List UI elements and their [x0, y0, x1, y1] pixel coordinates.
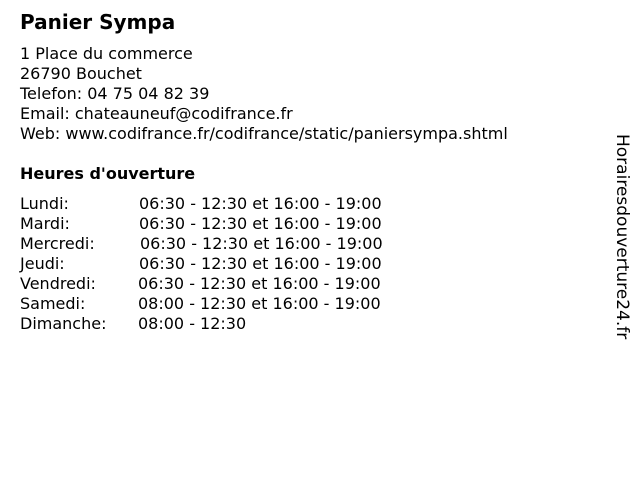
time-range: 06:30 - 12:30 et 16:00 - 19:00 — [139, 194, 382, 213]
contact-details — [20, 44, 508, 144]
day-label: Jeudi: — [20, 254, 65, 273]
day-label: Vendredi: — [20, 274, 96, 293]
business-name: Panier Sympa — [20, 10, 176, 34]
site-watermark: Horairesdouverture24.fr — [612, 134, 632, 340]
day-label: Samedi: — [20, 294, 86, 313]
website-url: Web: www.codifrance.fr/codifrance/static/paniersympa.shtml — [20, 124, 508, 143]
city-address: 26790 Bouchet — [20, 64, 142, 83]
time-range: 06:30 - 12:30 et 16:00 - 19:00 — [139, 254, 382, 273]
day-label: Dimanche: — [20, 314, 107, 333]
day-label: Mardi: — [20, 214, 70, 233]
phone-number: Telefon: 04 75 04 82 39 — [20, 84, 210, 103]
email-address: Email: chateauneuf@codifrance.fr — [20, 104, 293, 123]
time-range: 08:00 - 12:30 et 16:00 - 19:00 — [138, 294, 381, 313]
time-range: 06:30 - 12:30 et 16:00 - 19:00 — [138, 274, 381, 293]
time-range: 08:00 - 12:30 — [138, 314, 247, 333]
street-address: 1 Place du commerce — [20, 44, 193, 63]
day-label: Mercredi: — [20, 234, 95, 253]
day-label: Lundi: — [20, 194, 69, 213]
time-range: 06:30 - 12:30 et 16:00 - 19:00 — [140, 234, 383, 253]
time-range: 06:30 - 12:30 et 16:00 - 19:00 — [139, 214, 382, 233]
hours-heading: Heures d'ouverture — [20, 164, 196, 183]
